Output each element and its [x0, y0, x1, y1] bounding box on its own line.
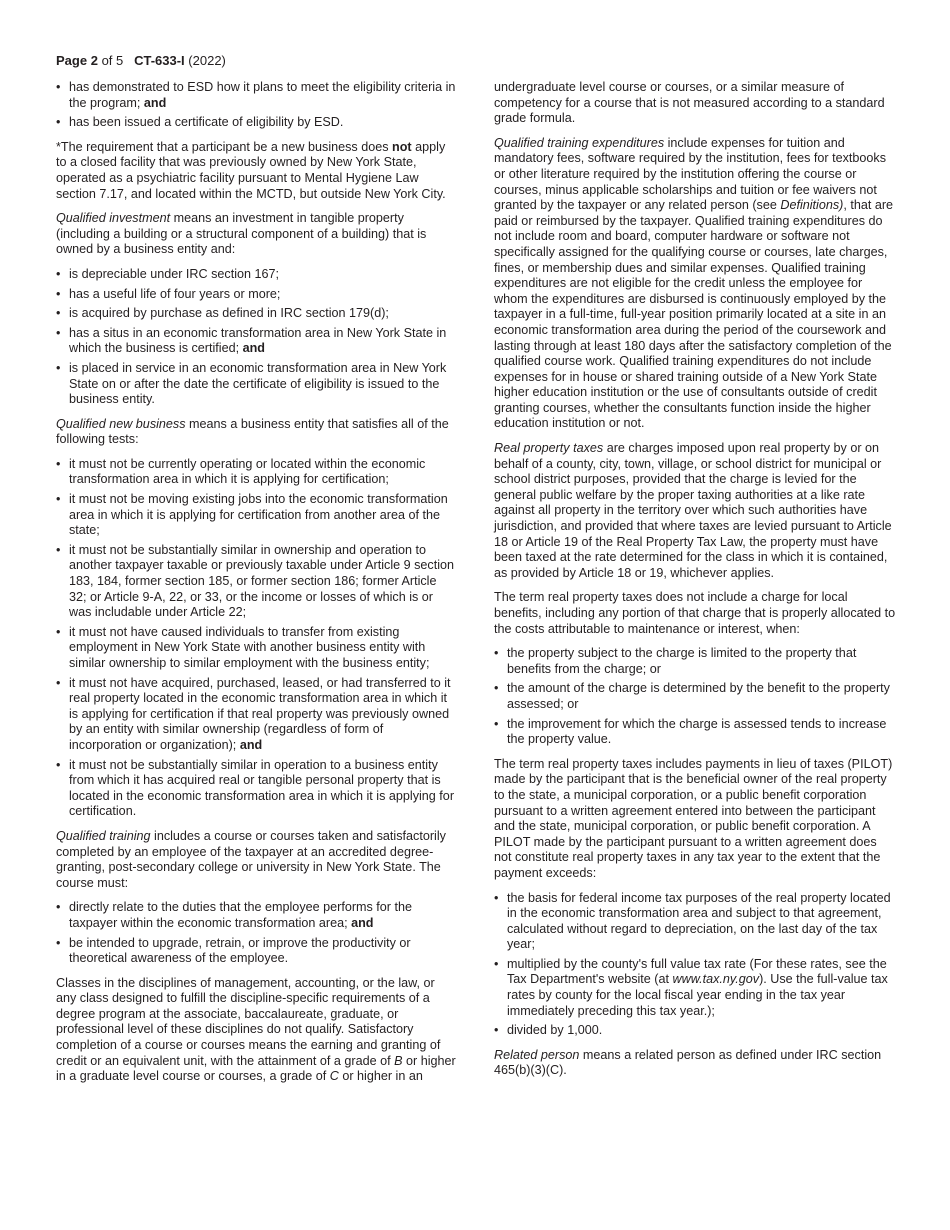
- list-item: • it must not be substantially similar in ownership and operation to another taxpayer taxable or previously taxable under Article 9 section 183, 184, former section 185, or former section 186; former Article 32; or Article 9-A, 22, or 33, or the income or losses of which is or was includable under Article 22;: [56, 543, 456, 621]
- page-number: 2: [90, 53, 98, 68]
- pilot-list: [494, 891, 896, 1039]
- closed-facility-note: *The requirement that a participant be a new business does not apply to a closed facility that was previously owned by New York State, operated as a psychiatric facility pursuant to Mental Hygiene Law section 7.17, and located within the MCTD, but outside New York City.: [56, 139, 446, 201]
- list-item: • it must not be moving existing jobs into the economic transformation area in which it is applying for certification from another area of the state;: [56, 492, 456, 539]
- list-item: • has a useful life of four years or more;: [56, 287, 456, 303]
- list-item: • it must not have caused individuals to transfer from existing employment in New York State with another business entity with similar ownership to similar employment with the business entity;: [56, 625, 456, 672]
- qualified-training-definition: Qualified training includes a course or courses taken and satisfactorily completed by an employee of the taxpayer at an accredited degree-granting, post-secondary college or university in New York State. The course must:: [56, 828, 446, 890]
- right-column: [494, 80, 896, 1088]
- list-item: • divided by 1,000.: [494, 1023, 896, 1039]
- not-include-paragraph: The term real property taxes does not include a charge for local benefits, including any portion of that charge that is properly allocated to the costs attributable to maintenance or interest, when:: [494, 590, 896, 636]
- list-item: • is placed in service in an economic transformation area in New York State on or after the date the certificate of eligibility is issued to the business entity.: [56, 361, 456, 408]
- related-person-definition: Related person means a related person as defined under IRC section 465(b)(3)(C).: [494, 1047, 882, 1078]
- list-item: • is acquired by purchase as defined in IRC section 179(d);: [56, 306, 456, 322]
- qualified-new-business-list: [56, 457, 456, 820]
- list-item: • is depreciable under IRC section 167;: [56, 267, 456, 283]
- list-item: • it must not be substantially similar in operation to a business entity from which it has acquired real or tangible personal property that is located in the economic transformation area in which it is applying for certification.: [56, 758, 456, 820]
- page-total: of 5: [101, 53, 124, 68]
- list-item: • the amount of the charge is determined by the benefit to the property assessed; or: [494, 681, 896, 712]
- term: Real property taxes: [494, 441, 604, 456]
- list-item: • has a situs in an economic transformation area in New York State in which the business is certified; and: [56, 326, 456, 357]
- list-item: • has been issued a certificate of eligibility by ESD.: [56, 115, 456, 131]
- list-item: • multiplied by the county's full value tax rate (For these rates, see the Tax Department's website (at www.tax.ny.gov). Use the full-value tax rates by county for the local fiscal year ending in the tax year immediately preceding this tax year.);: [494, 957, 896, 1019]
- list-item: • it must not have acquired, purchased, leased, or had transferred to it real property located in the economic transformation area in which it is applying for certification if that real property was previously owned by an entity with similar ownership (regardless of form of incorporation or organization); and: [56, 676, 456, 754]
- term: Qualified training expenditures: [494, 135, 665, 150]
- local-benefits-list: [494, 646, 896, 748]
- form-year: (2022): [188, 53, 226, 68]
- page-label: Page: [56, 53, 88, 68]
- list-item: • has demonstrated to ESD how it plans to meet the eligibility criteria in the program; and: [56, 80, 456, 111]
- qualified-investment-definition: Qualified investment means an investment in tangible property (including a building or a structural component of a building) that is owned by a business entity and:: [56, 211, 427, 257]
- real-property-taxes-definition: Real property taxes are charges imposed upon real property by or on behalf of a county, city, town, village, or school district for municipal or school district purposes, provided that the charge is levied for the general public welfare by the proper taxing authorities at a like rate against all property in the territory over which such authorities have jurisdiction, and provided that where taxes are levied pursuant to Article 18 or Article 19 of the Real Property Tax Law, the property must have been taxed at the rate determined for the class in which it is contained, as provided by Article 18 or 19, whichever applies.: [494, 441, 892, 580]
- continued-paragraph: undergraduate level course or courses, or a similar measure of competency for a course that is not measured according to a standard grade formula.: [494, 80, 885, 126]
- term: Related person: [494, 1047, 580, 1062]
- classes-paragraph: Classes in the disciplines of management, accounting, or the law, or any class designed to fulfill the discipline-specific requirements of a degree program at the associate, baccalaureate, graduate, or professional level of these disciplines do not qualify. Satisfactory completion of a course or courses means the earning and granting of credit or an equivalent unit, with the attainment of a grade of B or higher in a graduate level course or courses, a grade of C or higher in an: [56, 975, 456, 1084]
- qualified-training-expenditures-definition: Qualified training expenditures include expenses for tuition and mandatory fees, software required by the institution, fees for textbooks or other literature required by the institution offering the course or courses, minus applicable scholarships and tuition or fee waivers not granted by the taxpayer or any related person (see Definitions), that are paid or reimbursed by the taxpayer. Qualified training expenditures do not include room and board, computer hardware or software not specifically assigned for the qualifying course or courses, late charges, fines, or membership dues and similar expenses. Qualified training expenditures are not eligible for the credit unless the employee for whom the expenditures are disbursed is continuously employed by the taxpayer in a full-time, full-year position primarily located at a site in an economic transformation area during the period of the coursework and lasting through at least 180 days after the satisfactory completion of the qualified course work. Qualified training expenditures do not include expenses for in house or shared training outside of a New York State higher education institution or the use of consultants outside of credit granting courses, whether the consultants function inside the higher education institution or not.: [494, 135, 894, 431]
- list-item: • it must not be currently operating or located within the economic transformation area in which it is applying for certification;: [56, 457, 456, 488]
- list-item: • be intended to upgrade, retrain, or improve the productivity or theoretical awareness of the employee.: [56, 936, 456, 967]
- term: Qualified investment: [56, 211, 171, 226]
- qualified-investment-list: [56, 267, 456, 408]
- eligibility-list: [56, 80, 456, 131]
- website-link[interactable]: www.tax.ny.gov: [672, 972, 760, 987]
- left-column: [56, 80, 456, 1094]
- list-item: • the property subject to the charge is limited to the property that benefits from the charge; or: [494, 646, 896, 677]
- list-item: • directly relate to the duties that the employee performs for the taxpayer within the economic transformation area; and: [56, 900, 456, 931]
- term: Qualified new business: [56, 416, 186, 431]
- list-item: • the improvement for which the charge is assessed tends to increase the property value.: [494, 717, 896, 748]
- pilot-paragraph: The term real property taxes includes payments in lieu of taxes (PILOT) made by the participant that is the beneficial owner of the real property to the state, a municipal corporation, or a public benefit corporation pursuant to a written agreement entered into between the participant and the state, municipal corporation, or public benefit corporation. A PILOT made by the participant pursuant to a written agreement does not constitute real property taxes in any tax year to the extent that the payment exceeds:: [494, 756, 893, 880]
- term: Qualified training: [56, 828, 151, 843]
- qualified-training-list: [56, 900, 456, 966]
- page-header: [56, 53, 226, 69]
- list-item: • the basis for federal income tax purposes of the real property located in the economic transformation area and subject to that agreement, calculated without regard to depreciation, on the last day of the tax year;: [494, 891, 896, 953]
- qualified-new-business-definition: Qualified new business means a business entity that satisfies all of the following tests:: [56, 416, 449, 447]
- form-id: CT-633-I: [134, 53, 185, 68]
